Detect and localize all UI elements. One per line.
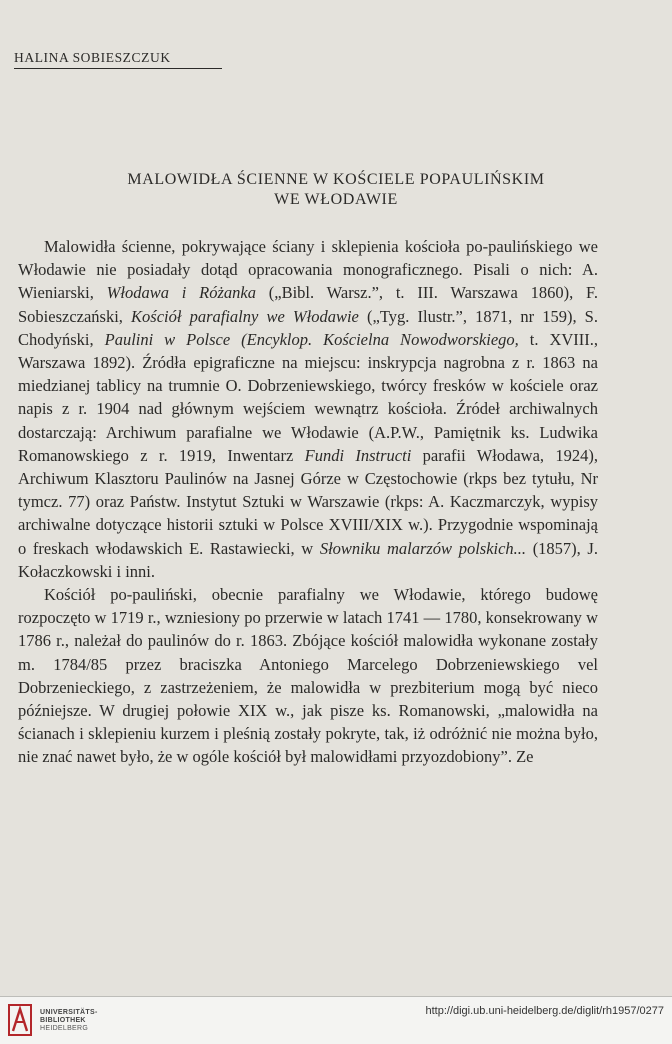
- institution-line: BIBLIOTHEK: [40, 1017, 86, 1024]
- italic-title: Paulini w Polsce (Encyklop. Kościelna Nowodworskiego,: [104, 329, 519, 349]
- running-head: HALINA SOBIESZCZUK: [14, 50, 222, 69]
- italic-title: Włodawa i Różanka: [106, 283, 256, 303]
- title-line-1: MALOWIDŁA ŚCIENNE W KOŚCIELE POPAULIŃSKIM: [127, 171, 545, 188]
- paragraph-2: Kościół po-pauliński, obecnie parafialny we Włodawie, którego budowę rozpoczęto w 1719 r., wzniesiony po przerwie w latach 1741 — 1780, konsekrowany w 1786 r., należał do paulinów do r. 1863. Zbójące kościół malowidła wykonane zostały m. 1784/85 przez braciszka Antoniego Marcelego Dobrzeniewskiego vel Dobrzenieckiego, z zastrzeżeniem, że malowidła w prezbiterium mogą być nieco późniejsze. W drugiej połowie XIX w., jak pisze ks. Romanowski, „malowidła na ścianach i sklepieniu kurzem i pleśnią zostały pokryte, tak, iż odróżnić nie można było, nie znać nawet było, że w ogóle kościół był malowidłami przyozdobiony”. Ze: [18, 585, 598, 767]
- digitization-footer: [0, 996, 672, 1044]
- paragraph-1-text: („Tyg. Ilustr.”, 1871, nr 159), S. Chodyński,: [18, 306, 598, 349]
- paragraph-1-text: (1857), J. Kołaczkowski i inni.: [18, 538, 598, 581]
- permalink-url[interactable]: http://digi.ub.uni-heidelberg.de/diglit/rh1957/0277: [425, 1005, 664, 1017]
- institution-line: UNIVERSITÄTS-: [40, 1009, 98, 1016]
- university-library-logo-icon: [8, 1003, 34, 1037]
- title-line-2: WE WŁODAWIE: [274, 191, 398, 208]
- paragraph-1-text: parafii Włodawa, 1924), Archiwum Klasztoru Paulinów na Jasnej Górze w Częstochowie (rkps bez tytułu, Nr tymcz. 77) oraz Państw. Instytut Sztuki w Warszawie (rkps: A. Kaczmarczyk, wypisy archiwalne dotyczące historii sztuki w Polsce XVIII/XIX w.). Przygodnie wspominają o freskach włodawskich E. Rastawiecki, w: [18, 445, 598, 558]
- institution-name: [40, 1009, 98, 1033]
- paragraph-1-text: („Bibl. Warsz.”, t. III. Warszawa 1860), F. Sobieszczański,: [18, 283, 598, 326]
- italic-title: Fundi Instructi: [304, 445, 412, 465]
- article-body: [18, 235, 598, 769]
- article-title: [0, 170, 672, 210]
- paragraph-1: [18, 235, 598, 583]
- institution-line: HEIDELBERG: [40, 1025, 89, 1032]
- paragraph-1-text: Malowidła ścienne, pokrywające ściany i sklepienia kościoła po-paulińskiego we Włodawie nie posiadały dotąd opracowania monograficznego. Pisali o nich: A. Wieniarski,: [18, 237, 598, 303]
- italic-title: Kościół parafialny we Włodawie: [131, 306, 359, 326]
- italic-title: Słowniku malarzów polskich...: [319, 538, 527, 558]
- paragraph-1-text: t. XVIII., Warszawa 1892). Źródła epigraficzne na miejscu: inskrypcja nagrobna z r. 1863 na miedzianej tablicy na trumnie O. Dobrzeniewskiego, twórcy fresków w kościele oraz napis z r. 1904 nad głównym wejściem wewnątrz kościoła. Źródeł archiwalnych dostarczają: Archiwum parafialne we Włodawie (A.P.W., Pamiętnik ks. Ludwika Romanowskiego z r. 1919, Inwentarz: [18, 329, 599, 465]
